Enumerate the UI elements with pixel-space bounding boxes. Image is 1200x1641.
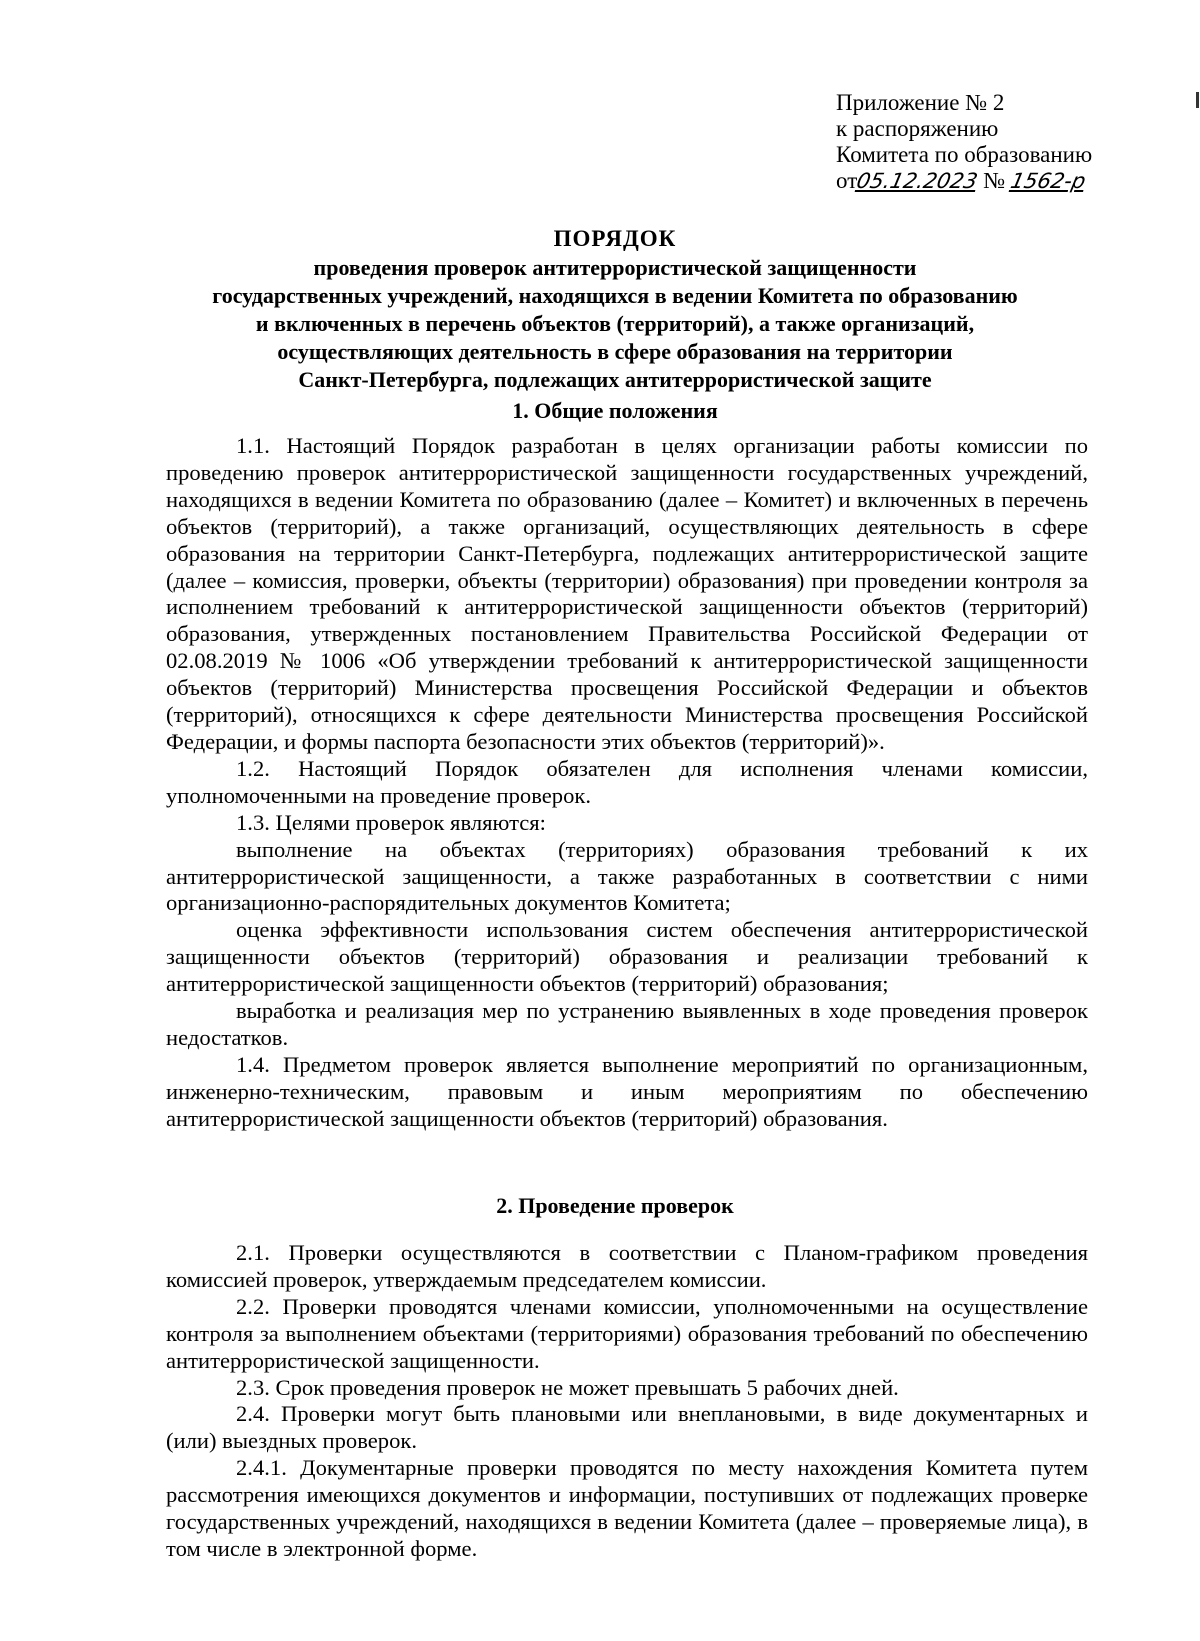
paragraph-1-2: 1.2. Настоящий Порядок обязателен для исполнения членами комиссии, уполномоченными на проведение проверок. (166, 755, 1088, 808)
title-line-4: осуществляющих деятельность в сфере образования на территории (277, 339, 953, 364)
appendix-number: Приложение № 2 (836, 90, 1005, 115)
paragraph-2-2: 2.2. Проверки проводятся членами комиссии, уполномоченными на осуществление контроля за выполнением объектами (территориями) образования требований по обеспечению антитеррористической защищенности. (166, 1293, 1088, 1373)
paragraph-1-1: 1.1. Настоящий Порядок разработан в целях организации работы комиссии по проведению проверок антитеррористической защищенности государственных учреждений, находящихся в ведении Комитета по образованию (далее – Комитет) и включенных в перечень объектов (территорий), а также организаций, осуществляющих деятельность в сфере образования на территории Санкт-Петербурга, подлежащих антитеррористической защите (далее – комиссия, проверки, объекты (территории) образования) при проведении контроля за исполнением требований к антитеррористической защищенности объектов (территорий) образования, утвержденных постановлением Правительства Российской Федерации от 02.08.2019 № 1006 «Об утверждении требований к антитеррористической защищенности объектов (территорий) Министерства просвещения Российской Федерации и объектов (территорий), относящихся к сфере деятельности Министерства просвещения Российской Федерации, и формы паспорта безопасности этих объектов (территорий)». (166, 433, 1088, 754)
section-2-heading: 2. Проведение проверок (496, 1193, 734, 1218)
from-label: от (836, 168, 858, 193)
title-line-3: и включенных в перечень объектов (территорий), а также организаций, (255, 311, 975, 336)
appendix-date-number-line (836, 168, 1166, 194)
paragraph-2-1: 2.1. Проверки осуществляются в соответствии с Планом-графиком проведения комиссией проверок, утверждаемым председателем комиссии. (166, 1240, 1088, 1292)
section-1-heading: 1. Общие положения (512, 398, 718, 423)
handwritten-number: 1562-р (1008, 169, 1088, 193)
paragraph-1-3-b: оценка эффективности использования систем обеспечения антитеррористической защищенности объектов (территорий) образования и реализации требований к антитеррористической защищенности объектов (территорий) образования; (166, 917, 1088, 997)
paragraph-1-3-a: выполнение на объектах (территориях) образования требований к их антитеррористической защищенности, а также разработанных в соответствии с ними организационно-распорядительных документов Комитета; (166, 836, 1088, 916)
appendix-committee: Комитета по образованию (836, 142, 1093, 167)
paragraph-2-4-1: 2.4.1. Документарные проверки проводятся по месту нахождения Комитета путем рассмотрения имеющихся документов и информации, поступивших от подлежащих проверке государственных учреждений, находящихся в ведении Комитета (далее – проверяемые лица), в том числе в электронной форме. (166, 1455, 1088, 1561)
document-title (165, 224, 1065, 394)
title-line-1: проведения проверок антитеррористической защищенности (313, 255, 917, 280)
scan-edge-mark (1196, 92, 1199, 108)
paragraph-1-3-c: выработка и реализация мер по устранению выявленных в ходе проведения проверок недостатков. (166, 998, 1088, 1050)
appendix-header (836, 90, 1166, 194)
title-main: ПОРЯДОК (553, 226, 677, 251)
paragraph-1-3: 1.3. Целями проверок являются: (236, 809, 546, 835)
section-1-body (166, 433, 1088, 1133)
paragraph-2-3: 2.3. Срок проведения проверок не может превышать 5 рабочих дней. (236, 1374, 899, 1400)
handwritten-date: 05.12.2023 (854, 169, 981, 193)
paragraph-1-4: 1.4. Предметом проверок является выполнение мероприятий по организационным, инженерно-техническим, правовым и иным мероприятиям по обеспечению антитеррористической защищенности объектов (территорий) образования. (166, 1051, 1088, 1131)
title-line-2: государственных учреждений, находящихся в ведении Комитета по образованию (212, 283, 1018, 308)
number-label: № (977, 168, 1011, 193)
appendix-order-ref: к распоряжению (836, 116, 999, 141)
paragraph-2-4: 2.4. Проверки могут быть плановыми или внеплановыми, в виде документарных и (или) выездных проверок. (166, 1401, 1088, 1454)
title-line-5: Санкт-Петербурга, подлежащих антитеррористической защите (298, 367, 932, 392)
section-2-body (166, 1240, 1088, 1563)
